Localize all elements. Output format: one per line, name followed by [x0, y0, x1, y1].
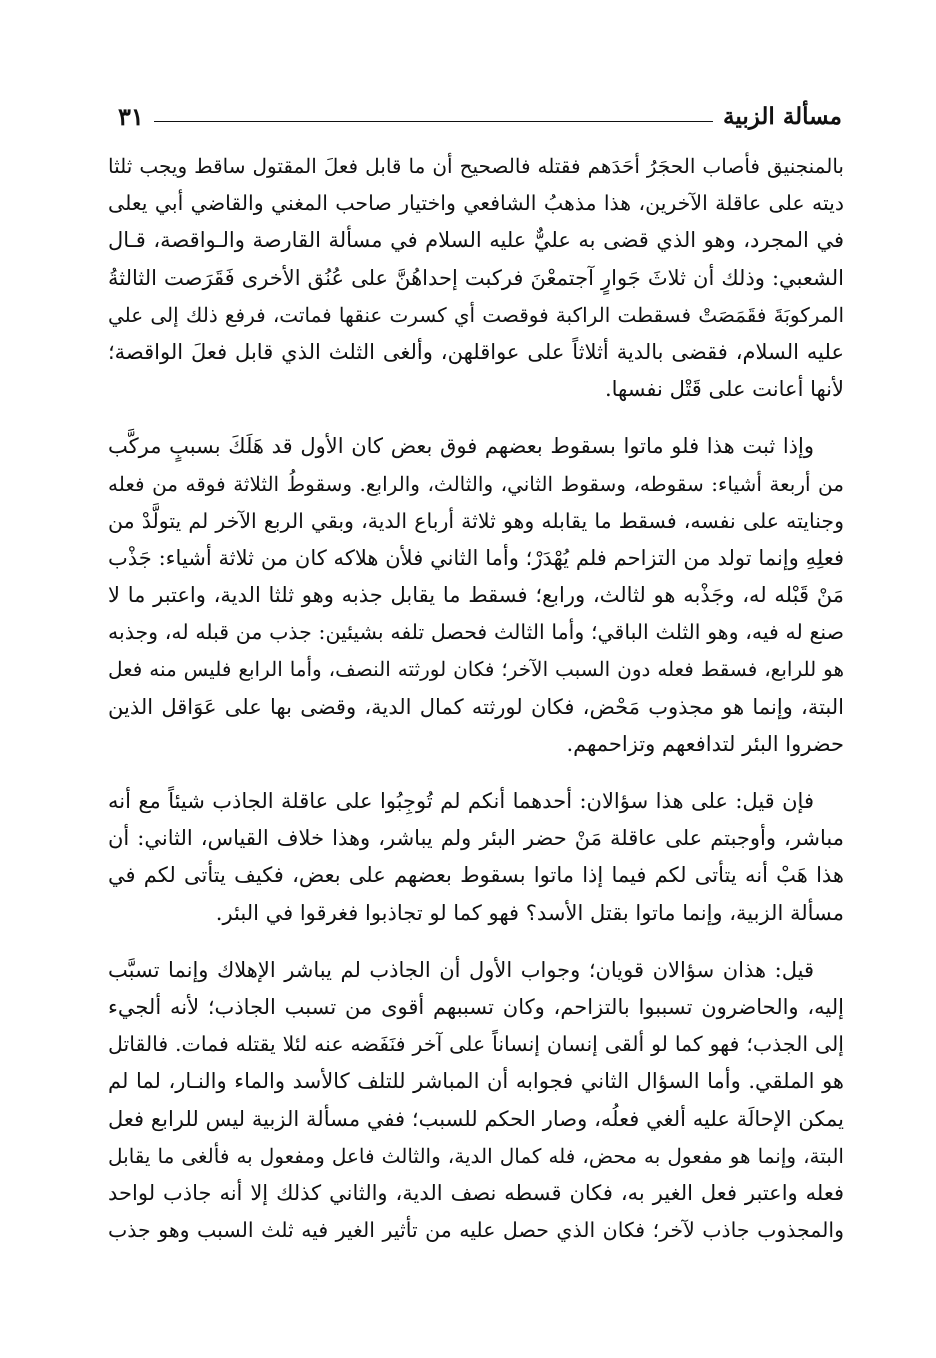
chapter-title: مسألة الزبية [723, 102, 842, 130]
text-line: المركوبَةَ فقَمَصَتْ فسقطت الراكبة فوقصت أي كسرت عنقها فماتت، فرفع ذلك إلى علي [108, 302, 844, 327]
text-line: مسألة الزبية، وإنما ماتوا بقتل الأسد؟ فهو كما لو تجاذبوا فغرقوا في البئر. [215, 900, 844, 925]
paragraph [108, 428, 844, 763]
page-number: ٣١ [118, 101, 144, 131]
text-line: من أربعة أشياء: سقوطه، وسقوط الثاني، والثالث، والرابع. وسقوطُ الثلاثة فوقه من فعله [108, 471, 844, 496]
paragraph [108, 783, 844, 932]
text-line: لأنها أعانت على قَتْل نفسها. [604, 377, 844, 402]
text-line: فعلِهِ وإنما تولد من التزاحم فلم يُهْدَرْ؛ وأما الثاني فلأن هلاكه كان من ثلاثة أشياء: جَذْب [108, 545, 844, 570]
running-header [118, 96, 842, 136]
paragraph [108, 952, 844, 1250]
text-line: البتة، وإنما هو مفعول به محض، فله كمال الدية، والثالث فاعل ومفعول به فألغى ما يقابل [108, 1143, 844, 1168]
text-line: الشعبي: وذلك أن ثلاثَ جَوارٍ آجتمعْنَ فركبت إحداهُنَّ على عُنُق الأخرى فَقَرَصت الثالثةُ [108, 265, 844, 290]
text-line: صنع له فيه، وهو الثلث الباقي؛ وأما الثالث فحصل تلفه بشيئين: جذب من قبله له، وجذبه [108, 620, 844, 645]
header-rule [154, 121, 713, 122]
text-line: هو الملقي. وأما السؤال الثاني فجوابه أن المباشر للتلف كالأسد والماء والنـار، لما لم [108, 1069, 844, 1094]
text-line: بالمنجنيق فأصاب الحجَرُ أحَدَهم فقتله فالصحيح أن ما قابل فعلَ المقتول ساقط ويجب ثلثا [108, 154, 844, 178]
text-line: فإن قيل: على هذا سؤالان: أحدهما أنكم لم تُوجِبُوا على عاقلة الجاذب شيئاً مع أنه [108, 789, 814, 813]
text-line: هذا هَبْ أنه يتأتى لكم فيما إذا ماتوا بسقوط بعضهم على بعض، فكيف يتأتى لكم في [108, 863, 844, 888]
text-line: قيل: هذان سؤالان قويان؛ وجواب الأول أن الجاذب لم يباشر الإهلاك وإنما تسبَّب [108, 957, 814, 982]
text-line: ديته على عاقلة الآخرين، هذا مذهبُ الشافعي واختيار صاحب المغني والقاضي أبي يعلى [108, 191, 844, 216]
text-line: والمجذوب جاذب لآخر؛ فكان الذي حصل عليه من تأثير الغير فيه ثلث السبب وهو جذب [108, 1218, 844, 1243]
text-line: مَنْ قَبْله له، وجَذْبه هو لثالث، ورابع؛ فسقط ما يقابل جذبه وهو ثلثا الدية، واعتبر ما لا [108, 583, 844, 608]
body-text [108, 148, 844, 1249]
text-line: إليه، والحاضرون تسببوا بالتزاحم، وكان تسببهم أقوى من تسبب الجاذب؛ لأنه ألجيء [108, 994, 844, 1019]
text-line: هو للرابع، فسقط فعله دون السبب الآخر؛ فكان لورثته النصف، وأما الرابع فليس منه فعل [108, 657, 844, 682]
text-line: إلى الجذب؛ فهو كما لو ألقى إنسان إنساناً على آخر فنَفَضه عنه لئلا يقتله فمات. فالقاتل [108, 1032, 844, 1057]
text-line: فعله واعتبر فعل الغير به، فكان قسطه نصف الدية، والثاني كذلك إلا أنه جاذب لواحد [108, 1180, 844, 1205]
text-line: مباشر، وأوجبتم على عاقلة مَنْ حضر البئر ولم يباشر، وهذا خلاف القياس، الثاني: أن [108, 826, 844, 851]
text-line: حضروا البئر لتدافعهم وتزاحمهم. [566, 731, 844, 756]
text-line: البتة، وإنما هو مجذوب مَحْض، فكان لورثته كمال الدية، وقضى بها على عَوَاقل الذين [108, 694, 844, 719]
text-line: في المجرد، وهو الذي قضى به عليٌّ عليه السلام في مسألة القارصة والـواقصة، قـال [108, 228, 844, 253]
text-line: عليه السلام، فقضى بالدية أثلاثاً على عواقلهن، وألغى الثلث الذي قابل فعلَ الواقصة؛ [108, 339, 844, 364]
text-line: وجنايته على نفسه، فسقط ما يقابله وهو ثلاثة أرباع الدية، وبقي الربع الآخر لم يتولَّدْ من [108, 508, 844, 533]
text-line: يمكن الإحالَة عليه ألغي فعلُه، وصار الحكم للسبب؛ ففي مسألة الزبية ليس للرابع فعل [108, 1106, 844, 1131]
paragraph [108, 148, 844, 408]
text-line: وإذا ثبت هذا فلو ماتوا بسقوط بعضهم فوق بعض كان الأول قد هَلَكَ بسببٍ مركَّب [108, 434, 814, 459]
